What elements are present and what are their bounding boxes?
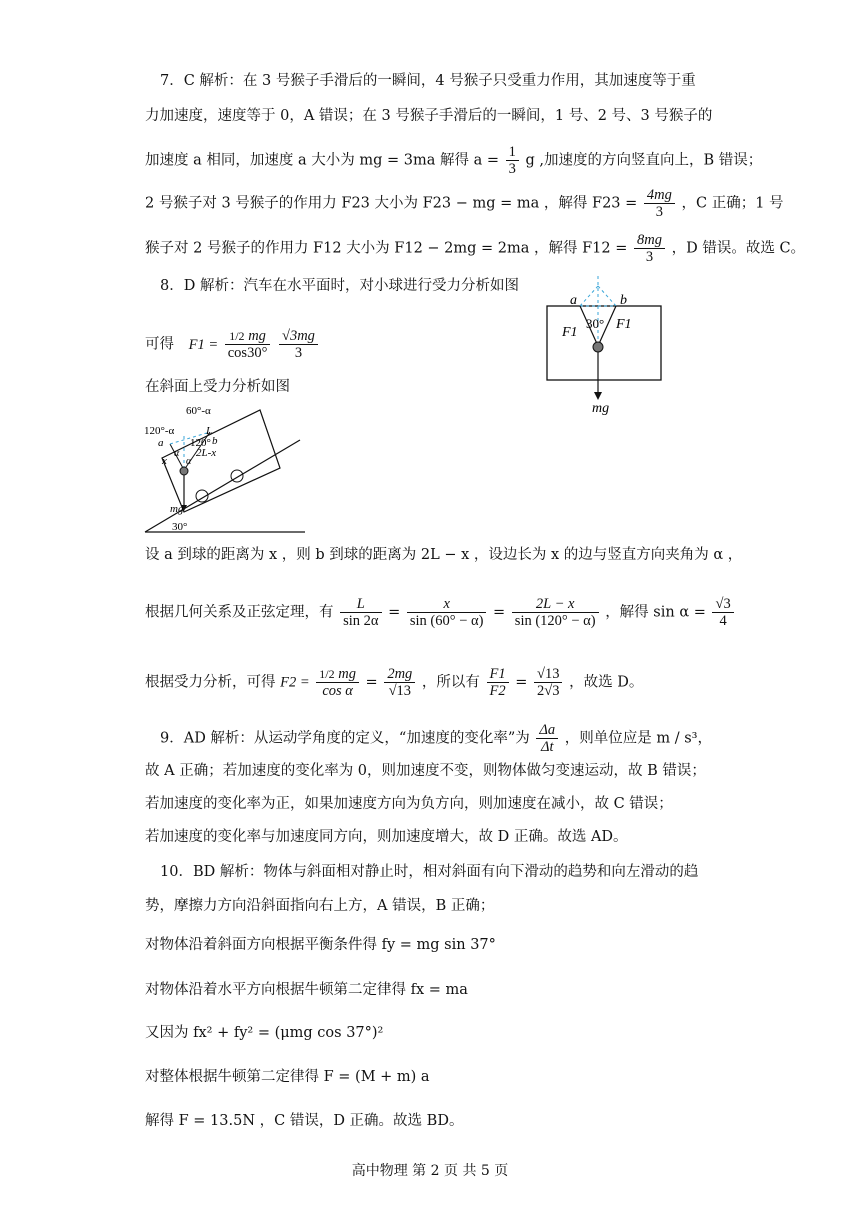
q10-line-7: 解得 F = 13.5N ，C 错误，D 正确。故选 BD。: [145, 1113, 464, 1129]
incline-car-figure: [140, 400, 310, 538]
label-b: b: [212, 435, 218, 447]
label-120: 120°: [190, 437, 211, 449]
horizontal-car-figure: [540, 274, 670, 424]
q8-line-2: [145, 328, 320, 361]
q7-line-3: [145, 144, 762, 177]
q8-line-4: 设 a 到球的距离为 x ，则 b 到球的距离为 2L − x ，设边长为 x 的边与竖直方向夹角为 α ，: [145, 547, 743, 563]
ball: [180, 467, 188, 475]
label-30deg: 30°: [172, 521, 188, 533]
q7-line-5: [145, 232, 805, 265]
wheel-2: [231, 470, 243, 482]
label-alpha-1: α: [174, 448, 180, 459]
q8-line-6c: ，故选 D。: [569, 674, 644, 691]
q8-line-2a: 可得: [145, 336, 174, 353]
label-L: L: [206, 425, 213, 437]
q7-line-1: 7．C 解析：在 3 号猴子手滑后的一瞬间，4 号猴子只受重力作用，其加速度等于重: [160, 73, 696, 89]
q10-line-5: 又因为 fx² + fy² = (μmg cos 37°)²: [145, 1025, 384, 1041]
fraction-f2-result: $\frac{2mg}{√13}$: [384, 666, 415, 699]
page-footer: 高中物理 第 2 页 共 5 页: [351, 1163, 509, 1179]
label-x: x: [162, 455, 167, 467]
label-mg: mg: [592, 401, 610, 416]
q7-line-3a: 加速度 a 相同，加速度 a 大小为 mg = 3ma 解得 a =: [145, 152, 499, 169]
label-a: a: [570, 293, 577, 308]
q8-line-5a: 根据几何关系及正弦定理，有: [145, 604, 334, 621]
ball: [593, 342, 603, 352]
f2-label: F2 =: [280, 674, 310, 691]
q7-line-5a: 猴子对 2 号猴子的作用力 F12 大小为 F12 − 2mg = 2ma ，解得 F12 =: [145, 240, 628, 257]
label-f1-left: F1: [562, 325, 578, 340]
q10-line-2: 势，摩擦力方向沿斜面指向右上方，A 错误，B 正确；: [145, 898, 495, 914]
fraction-sine-3: $\frac{2L - x}{\sin (120^\circ - \alpha)}$: [512, 596, 599, 629]
q10-line-6: 对整体根据牛顿第二定律得 F = (M + m) a: [145, 1069, 430, 1085]
label-30deg: 30°: [586, 316, 605, 331]
q7-line-4: [145, 187, 784, 220]
q9-line-1b: ，则单位应是 m / s³，: [564, 730, 712, 747]
fraction-ratio: $\frac{F1}{F2}$: [487, 666, 509, 699]
q10-line-3: 对物体沿着斜面方向根据平衡条件得 fy = mg sin 37°: [145, 937, 496, 953]
incline-slope: [145, 440, 300, 532]
fraction-4mg-3: $\frac{4mg}{3}$: [644, 187, 675, 220]
q7-line-3b: g ,加速度的方向竖直向上，B 错误；: [525, 152, 763, 169]
q7-line-4a: 2 号猴子对 3 号猴子的作用力 F23 大小为 F23 − mg = ma ，解得 F23 =: [145, 195, 638, 212]
label-f1-right: F1: [616, 317, 632, 332]
label-60-alpha: 60°-α: [186, 405, 211, 417]
fraction-sine-1: $\frac{L}{\sin 2\alpha}$: [340, 596, 381, 629]
fraction-sine-2: $\frac{x}{\sin (60^\circ - \alpha)}$: [407, 596, 487, 629]
dashed-left: [580, 286, 598, 306]
q8-line-3: 在斜面上受力分析如图: [145, 379, 290, 395]
q8-line-6: 根据受力分析，可得 F2 = $\frac{1/2 mg}{\text{cos α}}$ = $\frac{2mg}{√13}$ ，所以有 $\frac{F1}{F2}$ = $\frac{√13}{2√3}$ ，故选 D。: [145, 666, 644, 699]
fraction-sin-alpha: $\frac{√3}{4}$: [712, 596, 733, 629]
fraction-one-third: $\frac{1}{3}$: [506, 144, 519, 177]
fraction-f1: $\frac{1/2 mg}{\cos 30^\circ}$: [225, 328, 271, 361]
dashed-right: [598, 286, 616, 306]
label-mg: mg: [170, 503, 184, 515]
q8-line-6a: 根据受力分析，可得: [145, 674, 276, 691]
q9-line-1a: 9．AD 解析：从运动学角度的定义，“加速度的变化率”为: [160, 730, 530, 747]
q10-line-1: 10．BD 解析：物体与斜面相对静止时，相对斜面有向下滑动的趋势和向左滑动的趋: [160, 864, 699, 880]
q9-line-1: [160, 722, 712, 755]
fraction-da-dt: $\frac{\Delta a}{\Delta t}$: [536, 722, 558, 755]
q7-line-2: 力加速度，速度等于 0，A 错误；在 3 号猴子手滑后的一瞬间，1 号、2 号、3 号猴子的: [145, 108, 713, 124]
q8-line-1: 8．D 解析：汽车在水平面时，对小球进行受力分析如图: [160, 278, 519, 294]
label-120-alpha: 120°-α: [144, 425, 175, 437]
fraction-8mg-3: $\frac{8mg}{3}$: [634, 232, 665, 265]
fraction-f1-result: $\frac{√3mg}{3}$: [279, 328, 318, 361]
fraction-ratio-result: $\frac{√13}{2√3}$: [534, 666, 562, 699]
q7-line-5b: ，D 错误。故选 C。: [671, 240, 806, 257]
fraction-f2: $\frac{1/2 mg}{\text{cos α}}$: [316, 666, 359, 699]
label-b: b: [620, 293, 627, 308]
label-2L-x: 2L-x: [196, 447, 217, 459]
q8-line-5: 根据几何关系及正弦定理，有 $\frac{L}{\sin 2\alpha}$ = $\frac{x}{\sin (60^\circ - \alpha)}$ = $\frac{2L - x}{\sin (120^\circ - \alpha)}$ ，解得 sin α = $\frac{√3}{4}$: [145, 596, 736, 629]
q8-line-5b: ，解得 sin α =: [605, 604, 706, 621]
q9-line-2: 故 A 正确；若加速度的变化率为 0，则加速度不变，则物体做匀变速运动，故 B 错误；: [145, 763, 706, 779]
label-a: a: [158, 437, 164, 449]
q9-line-3: 若加速度的变化率为正，如果加速度方向为负方向，则加速度在减小，故 C 错误；: [145, 796, 673, 812]
q7-line-4b: ，C 正确；1 号: [681, 195, 784, 212]
q9-line-4: 若加速度的变化率与加速度同方向，则加速度增大，故 D 正确。故选 AD。: [145, 829, 628, 845]
q8-line-6b: ，所以有: [421, 674, 480, 691]
label-alpha-2: α: [186, 456, 192, 467]
f1-label: F1 =: [188, 336, 219, 353]
q10-line-4: 对物体沿着水平方向根据牛顿第二定律得 fx = ma: [145, 982, 468, 998]
